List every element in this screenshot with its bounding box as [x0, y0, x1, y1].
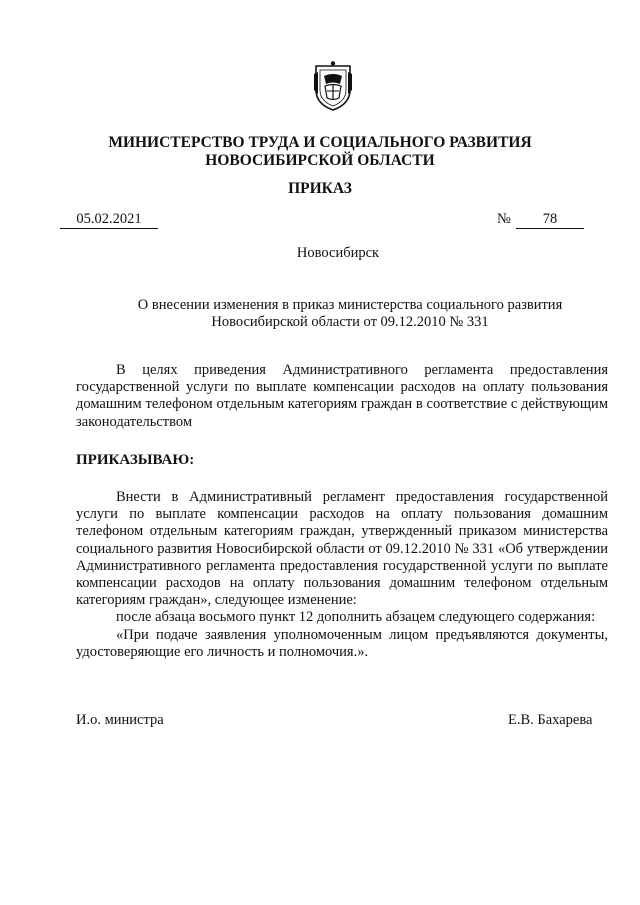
subject-line1: О внесении изменения в приказ министерства социального развития — [137, 297, 563, 313]
order-body — [76, 489, 608, 661]
ministry-name — [0, 134, 640, 170]
body-paragraph: после абзаца восьмого пункт 12 дополнить абзацем следующего содержания: — [116, 609, 596, 626]
signatory-position: И.о. министра — [76, 712, 164, 728]
order-subject — [100, 297, 600, 331]
preamble — [76, 362, 608, 431]
ministry-name-line2: НОВОСИБИРСКОЙ ОБЛАСТИ — [205, 152, 435, 169]
number-sign: № — [497, 211, 511, 227]
order-word: ПРИКАЗЫВАЮ: — [76, 452, 195, 468]
coat-of-arms-icon — [312, 60, 354, 112]
ministry-name-line1: МИНИСТЕРСТВО ТРУДА И СОЦИАЛЬНОГО РАЗВИТИЯ — [108, 134, 532, 151]
city: Новосибирск — [296, 245, 380, 261]
body-paragraph: «При подаче заявления уполномоченным лицом предъявляются документы, удостоверяющие его личность и полномочия.». — [76, 626, 608, 660]
order-date: 05.02.2021 — [60, 211, 158, 229]
order-number: 78 — [516, 211, 584, 229]
preamble-text: В целях приведения Административного регламента предоставления государственной услуги по выплате компенсации расходов на оплату пользования домашним телефоном отдельным категориям граждан в соответствие с действующим законодательством — [76, 362, 608, 430]
document-type: ПРИКАЗ — [288, 180, 352, 197]
signatory-name: Е.В. Бахарева — [508, 712, 593, 728]
subject-line2: Новосибирской области от 09.12.2010 № 331 — [211, 314, 489, 330]
body-paragraph: Внести в Административный регламент предоставления государственной услуги по выплате компенсации расходов на оплату пользования домашним телефоном отдельным категориям граждан, утвержденный приказом министерства социального развития Новосибирской области от 09.12.2010 № 331 «Об утверждении Административного регламента предоставления государственной услуги по выплате компенсации расходов на оплату пользования домашним телефоном отдельным категориям граждан», следующее изменение: — [76, 489, 608, 609]
